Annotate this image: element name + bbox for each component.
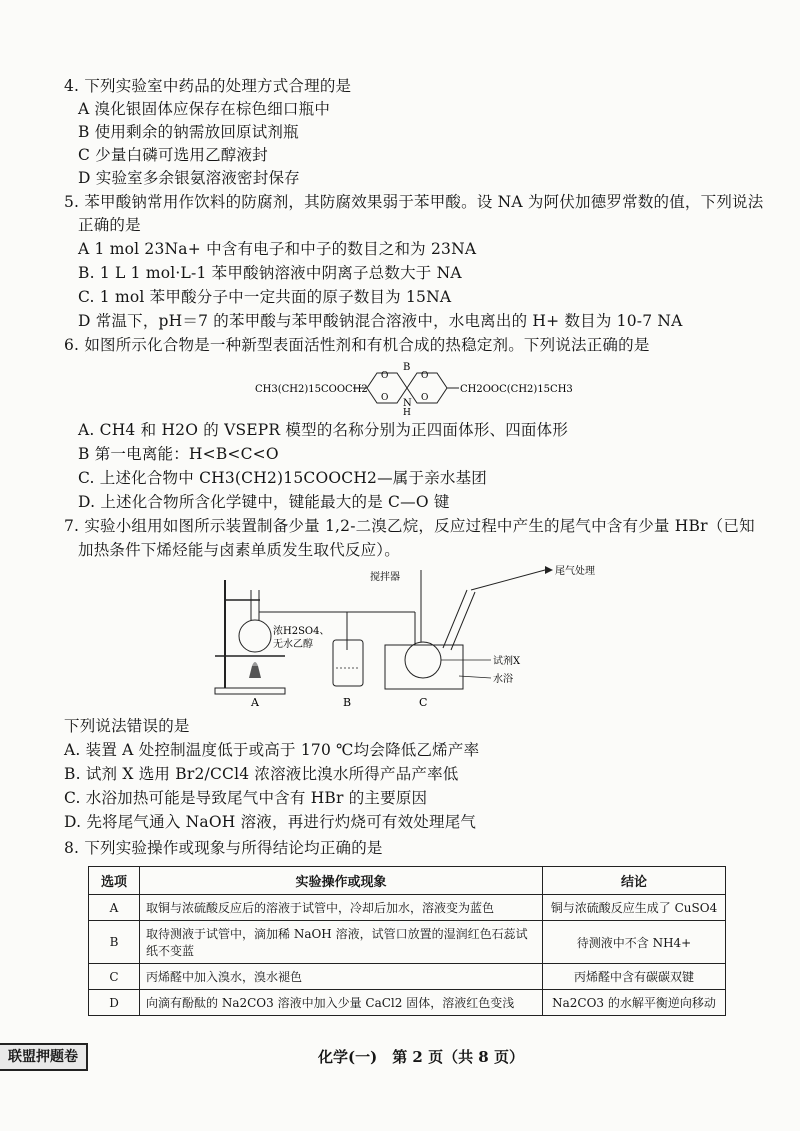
flask-a [239,620,271,652]
tail-gas-label: 尾气处理 [555,566,595,577]
label-c: C [419,696,428,709]
q6-stem: 6. 如图所示化合物是一种新型表面活性剂和有机合成的热稳定剂。下列说法正确的是 [64,336,650,354]
q4-option-d: D 实验室多余银氨溶液密封保存 [78,169,300,187]
q6-structure-diagram [255,356,573,418]
oxygen-label-1: O [381,371,389,381]
flask-c [405,642,441,678]
label-a: A [251,696,259,709]
oxygen-label-3: O [381,393,389,403]
table-row [89,990,726,1016]
q7-option-c: C. 水浴加热可能是导致尾气中含有 HBr 的主要原因 [64,789,428,807]
q6-option-b: B 第一电离能：H<B<C<O [78,445,279,463]
q8-stem: 8. 下列实验操作或现象与所得结论均正确的是 [64,839,383,857]
q5-option-a: A 1 mol 23Na+ 中含有电子和中子的数目之和为 23NA [78,240,477,258]
tail-gas-arrow [545,566,553,574]
q7-apparatus-diagram [205,560,615,710]
right-chain-label: CH2OOC(CH2)15CH3 [460,384,573,395]
q7-stem-2: 加热条件下烯烃能与卤素单质发生取代反应）。 [78,541,400,559]
page-footer: 化学(一) 第 2 页（共 8 页） [318,1048,524,1066]
burner-a [249,666,261,678]
tail-gas-tube [471,570,545,590]
bottle-b [333,640,363,686]
row-d-operation: 向滴有酚酞的 Na2CO3 溶液中加入少量 CaCl2 固体，溶液红色变浅 [140,990,543,1016]
row-c-conclusion: 丙烯醛中含有碳碳双键 [543,964,726,990]
row-b-operation: 取待测液于试管中，滴加稀 NaOH 溶液，试管口放置的湿润红色石蕊试纸不变蓝 [140,921,543,964]
boron-label: B [403,362,411,373]
water-bath [385,645,463,689]
row-c-option: C [89,964,140,990]
left-chain-label: CH3(CH2)15COOCH2 [255,384,368,395]
q4-option-a: A 溴化银固体应保存在棕色细口瓶中 [78,100,331,118]
q7-question: 下列说法错误的是 [64,717,190,735]
q4-option-c: C 少量白磷可选用乙醇液封 [78,146,268,164]
label-b: B [343,696,352,709]
hydrogen-label: H [403,408,411,418]
reagent-x-label: 试剂X [493,656,521,667]
row-a-operation: 取铜与浓硫酸反应后的溶液于试管中，冷却后加水，溶液变为蓝色 [140,895,543,921]
q7-option-d: D. 先将尾气通入 NaOH 溶液，再进行灼烧可有效处理尾气 [64,813,477,831]
q7-option-a: A. 装置 A 处控制温度低于或高于 170 ℃均会降低乙烯产率 [64,741,480,759]
nitrogen-label: N [403,398,412,409]
table-row [89,921,726,964]
q5-stem-2: 正确的是 [78,216,141,234]
row-a-conclusion: 铜与浓硫酸反应生成了 CuSO4 [543,895,726,921]
header-conclusion: 结论 [543,867,726,895]
q6-option-a: A. CH4 和 H2O 的 VSEPR 模型的名称分别为正四面体形、四面体形 [78,421,569,439]
q5-stem-1: 5. 苯甲酸钠常用作饮料的防腐剂，其防腐效果弱于苯甲酸。设 NA 为阿伏加德罗常数的值，下列说法 [64,193,764,211]
stirrer-label: 搅拌器 [370,572,400,583]
q4-option-b: B 使用剩余的钠需放回原试剂瓶 [78,123,299,141]
q5-option-d: D 常温下，pH＝7 的苯甲酸与苯甲酸钠混合溶液中，水电离出的 H+ 数目为 10-7 NA [78,312,683,330]
q8-table [88,866,726,1016]
row-d-conclusion: Na2CO3 的水解平衡逆向移动 [543,990,726,1016]
row-b-conclusion: 待测液中不含 NH4+ [543,921,726,964]
reagents-a-1: 浓H2SO4、 [273,626,330,637]
water-bath-label: 水浴 [493,674,513,685]
exam-stamp: 联盟押题卷 [0,1043,88,1071]
stand-base [215,688,285,694]
table-header-row [89,867,726,895]
row-d-option: D [89,990,140,1016]
row-a-option: A [89,895,140,921]
q7-option-b: B. 试剂 X 选用 Br2/CCl4 浓溶液比溴水所得产品产率低 [64,765,459,783]
q5-option-b: B. 1 L 1 mol·L-1 苯甲酸钠溶液中阴离子总数大于 NA [78,264,462,282]
row-b-option: B [89,921,140,964]
q7-stem-1: 7. 实验小组用如图所示装置制备少量 1,2-二溴乙烷，反应过程中产生的尾气中含有少量 HBr（已知 [64,517,755,535]
reagents-a-2: 无水乙醇 [273,639,313,650]
q4-stem: 4. 下列实验室中药品的处理方式合理的是 [64,77,352,95]
q6-option-d: D. 上述化合物所含化学键中，键能最大的是 C—O 键 [78,493,450,511]
header-operation: 实验操作或现象 [140,867,543,895]
q5-option-c: C. 1 mol 苯甲酸分子中一定共面的原子数目为 15NA [78,288,452,306]
oxygen-label-4: O [421,393,429,403]
table-row [89,964,726,990]
table-row [89,895,726,921]
header-option: 选项 [89,867,140,895]
oxygen-label-2: O [421,371,429,381]
row-c-operation: 丙烯醛中加入溴水，溴水褪色 [140,964,543,990]
q6-option-c: C. 上述化合物中 CH3(CH2)15COOCH2—属于亲水基团 [78,469,487,487]
